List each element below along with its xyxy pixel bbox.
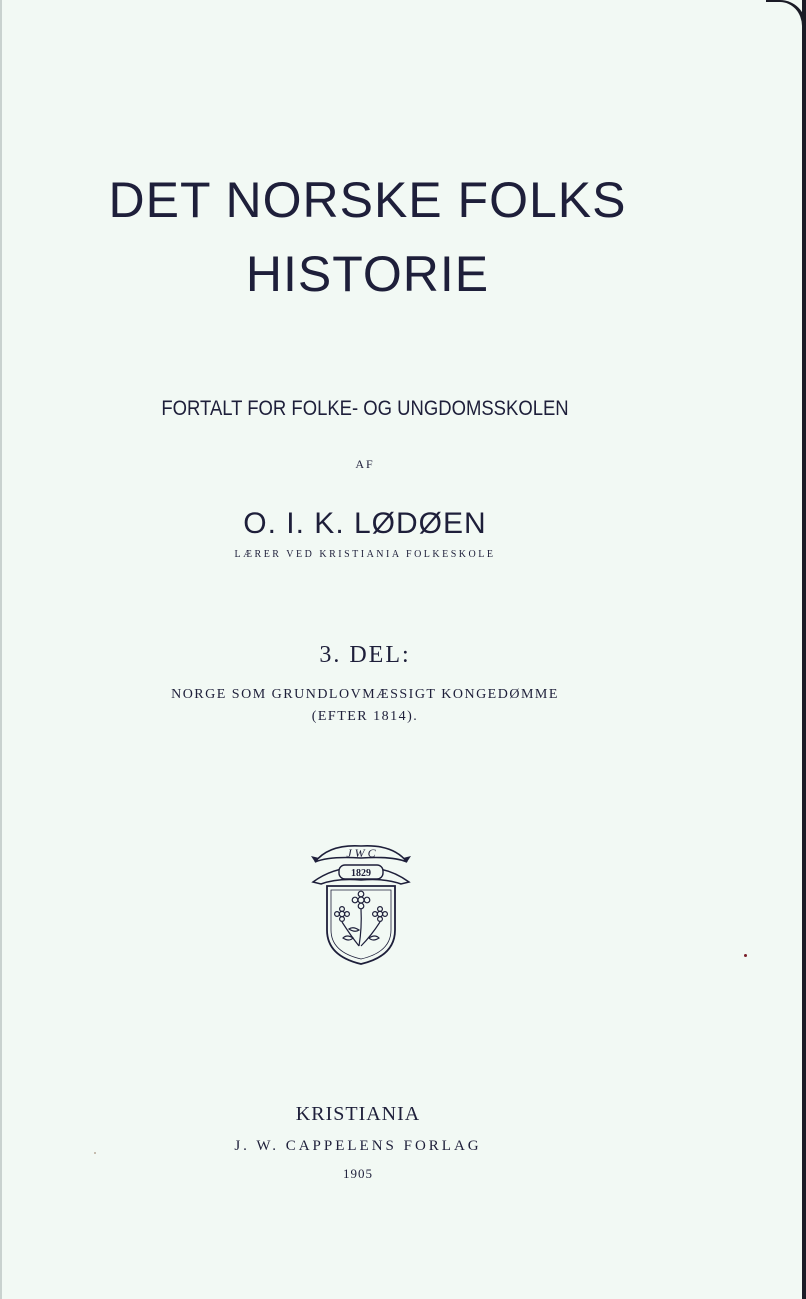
imprint-city: KRISTIANIA bbox=[295, 1103, 421, 1125]
paper-speck bbox=[744, 954, 747, 957]
emblem-initials: J W C bbox=[346, 846, 376, 860]
imprint-year: 1905 bbox=[343, 1166, 373, 1181]
part-description: NORGE SOM GRUNDLOVMÆSSIGT KONGEDØMME bbox=[171, 687, 559, 702]
publisher-emblem-icon bbox=[309, 838, 413, 968]
paper-speck bbox=[94, 1152, 96, 1154]
book-title-line-1: DET NORSKE FOLKS bbox=[108, 172, 627, 228]
book-title-line-2: HISTORIE bbox=[245, 246, 490, 302]
emblem-year: 1829 bbox=[351, 868, 371, 879]
author-role: LÆRER VED KRISTIANIA FOLKESKOLE bbox=[234, 549, 496, 560]
page-right-edge bbox=[802, 0, 806, 1299]
part-label: 3. DEL: bbox=[319, 642, 411, 668]
by-label: AF bbox=[355, 457, 375, 471]
part-years: (EFTER 1814). bbox=[311, 709, 419, 724]
author-name: O. I. K. LØDØEN bbox=[243, 507, 487, 540]
emblem-flowers bbox=[335, 891, 388, 946]
page-corner bbox=[766, 0, 806, 30]
book-subtitle: FORTALT FOR FOLKE- OG UNGDOMSSKOLEN bbox=[161, 397, 569, 420]
imprint-publisher: J. W. CAPPELENS FORLAG bbox=[234, 1138, 482, 1154]
